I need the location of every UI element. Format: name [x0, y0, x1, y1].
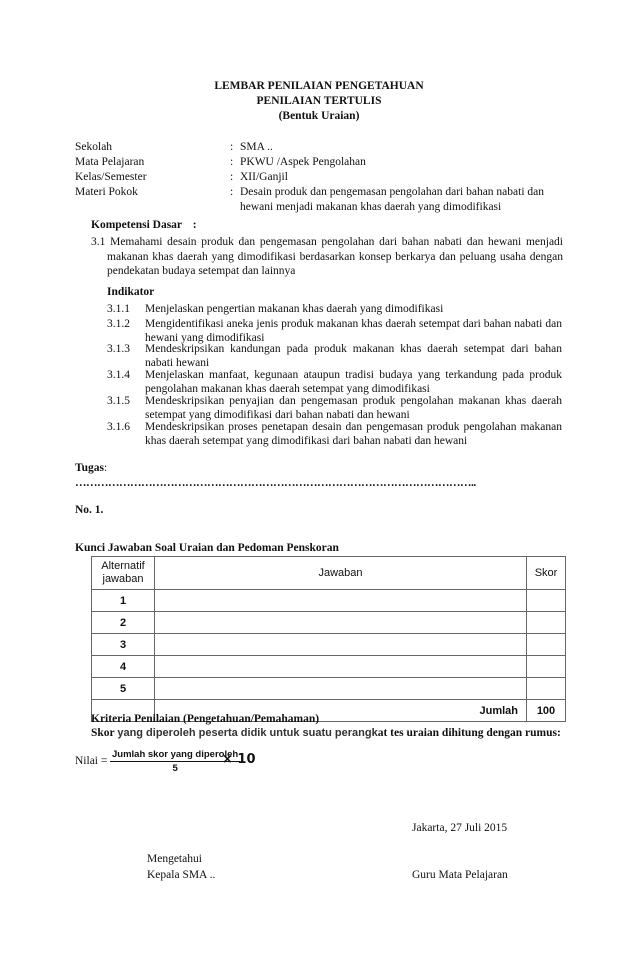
indikator-text: Mendeskripsikan penyajian dan pengemasan produk pengolahan makanan khas daerah setempat yang dimodifikasi dari bahan nabati dan hewani [145, 395, 562, 421]
jawaban-cell[interactable] [155, 656, 527, 678]
kriteria-sentence-a: Skor [91, 727, 115, 739]
guru-mata-pelajaran: Guru Mata Pelajaran [412, 869, 508, 881]
document-title: LEMBAR PENILAIAN PENGETAHUAN [214, 80, 424, 92]
kompetensi-colon: : [192, 219, 197, 231]
col-jawaban: Jawaban [155, 557, 527, 590]
kompetensi-heading [91, 219, 197, 231]
skor-cell[interactable] [527, 678, 566, 700]
table-row [92, 612, 566, 634]
indikator-text: Mengidentifikasi aneka jenis produk makanan khas daerah setempat dari bahan nabati dan hewani yang dimodifikasi [145, 318, 562, 344]
place-date: Jakarta, 27 Juli 2015 [412, 822, 508, 834]
tugas-label-text: Tugas [75, 462, 104, 474]
info-colon: : [230, 141, 234, 153]
indikator-num: 3.1.2 [107, 318, 130, 330]
nilai-label: Nilai = [75, 755, 108, 767]
kepala-sekolah: Kepala SMA .. [147, 869, 216, 881]
indikator-text: Mendeskripsikan kandungan pada produk makanan khas daerah setempat dari bahan nabati hewani [145, 343, 562, 369]
nilai-fraction [110, 749, 240, 774]
kunci-table [91, 556, 566, 722]
mengetahui: Mengetahui [147, 853, 202, 865]
info-label: Mata Pelajaran [75, 156, 145, 168]
jumlah-label: Jumlah [155, 700, 527, 722]
kompetensi-heading-text: Kompetensi Dasar [91, 219, 182, 231]
skor-cell[interactable] [527, 590, 566, 612]
kunci-heading: Kunci Jawaban Soal Uraian dan Pedoman Penskoran [75, 542, 339, 554]
tugas-label [75, 462, 107, 474]
row-number: 4 [92, 656, 155, 678]
col-alternatif: Alternatif jawaban [92, 557, 155, 590]
info-label: Sekolah [75, 141, 113, 153]
kompetensi-text-value: 3.1 Memahami desain produk dan pengemasan pengolahan dari bahan nabati dan hewani menjadi makanan khas daerah yang dimodifikasi berdasarkan konsep berkarya dan peluang usaha dengan pendekatan budaya setempat dan lainnya [91, 236, 563, 277]
skor-cell[interactable] [527, 634, 566, 656]
skor-cell[interactable] [527, 612, 566, 634]
table-row [92, 678, 566, 700]
col-skor: Skor [527, 557, 566, 590]
indikator-num: 3.1.3 [107, 343, 130, 355]
table-header-row [92, 557, 566, 590]
fraction-numerator: Jumlah skor yang diperoleh [112, 749, 239, 760]
kriteria-sentence [91, 727, 561, 739]
indikator-num: 3.1.1 [107, 303, 130, 315]
row-number: 2 [92, 612, 155, 634]
indikator-text: Mendeskripsikan proses penetapan desain dan pengemasan produk pengolahan makanan khas daerah setempat yang dimodifikasi dari bahan nabati dan hewani [145, 421, 562, 447]
indikator-text: Menjelaskan manfaat, kegunaan ataupun tradisi budaya yang terkandung pada produk pengolahan makanan khas daerah setempat yang dimodifikasi [145, 369, 562, 395]
info-value: SMA .. [240, 141, 273, 153]
kriteria-sentence-c: at tes uraian dihitung dengan rumus: [377, 727, 561, 739]
kriteria-sentence-b: yang diperoleh peserta didik untuk suatu perangk [117, 727, 378, 739]
nilai-multiplier: × 10 [222, 752, 256, 767]
jawaban-cell[interactable] [155, 590, 527, 612]
jawaban-cell[interactable] [155, 634, 527, 656]
info-value: XII/Ganjil [240, 171, 288, 183]
table-row [92, 590, 566, 612]
info-value: Desain produk dan pengemasan pengolahan dari bahan nabati dan hewani menjadi makanan khas daerah yang dimodifikasi [240, 186, 545, 213]
info-label: Kelas/Semester [75, 171, 147, 183]
row-number: 3 [92, 634, 155, 656]
kriteria-heading: Kriteria Penilaian (Pengetahuan/Pemahaman) [91, 713, 320, 725]
fraction-denominator: 5 [172, 763, 178, 774]
row-number: 1 [92, 590, 155, 612]
indikator-num: 3.1.5 [107, 395, 130, 407]
indikator-num: 3.1.6 [107, 421, 130, 433]
jawaban-cell[interactable] [155, 612, 527, 634]
info-colon: : [230, 156, 234, 168]
table-row [92, 656, 566, 678]
info-colon: : [230, 186, 234, 198]
indikator-num: 3.1.4 [107, 369, 130, 381]
info-colon: : [230, 171, 234, 183]
question-number: No. 1. [75, 504, 104, 516]
tugas-dots: ……………………………………………………………………………………………….. [75, 477, 476, 489]
jawaban-cell[interactable] [155, 678, 527, 700]
document-subtitle: PENILAIAN TERTULIS [256, 95, 382, 107]
info-value: PKWU /Aspek Pengolahan [240, 156, 366, 168]
table-row [92, 634, 566, 656]
indikator-text: Menjelaskan pengertian makanan khas daerah yang dimodifikasi [145, 303, 444, 315]
skor-cell[interactable] [527, 656, 566, 678]
row-number: 5 [92, 678, 155, 700]
tugas-colon: : [104, 462, 108, 474]
info-label: Materi Pokok [75, 186, 138, 198]
jumlah-value: 100 [527, 700, 566, 722]
document-form: (Bentuk Uraian) [278, 110, 360, 122]
indikator-heading: Indikator [107, 286, 155, 298]
kompetensi-text [91, 235, 563, 279]
